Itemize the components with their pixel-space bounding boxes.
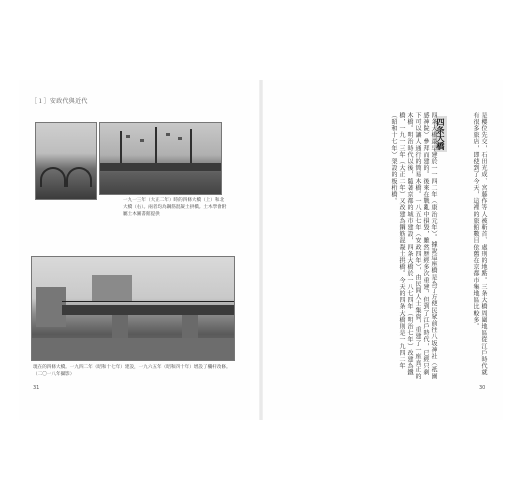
left-page <box>19 80 261 420</box>
photo-arch-bridge <box>35 122 97 200</box>
chapter-header: ［１］安政代與近代 <box>31 98 88 105</box>
right-page <box>261 80 503 420</box>
section-title: 四条大橋 <box>436 118 445 150</box>
page-number-right: 30 <box>479 385 486 391</box>
photo-modern-bridge <box>31 256 235 361</box>
book-spread <box>19 80 503 420</box>
caption-bottom-photo: 現在的四條大橋。一九四二年（昭和十七年）建設，一九六五年（昭和四十年）增設了欄杆改修。（二〇一八年攝影） <box>33 365 231 377</box>
caption-top-photos: 一九一三年（大正二年）時的四條大橋（上）和北大橋（右）。兩者均為鋼筋混凝土拱橋。土木學會附屬土木圖書館提供 <box>123 198 227 217</box>
photo-lamp-bridge <box>99 122 222 195</box>
page-number-left: 31 <box>33 385 40 391</box>
body-paragraph: 四条大橋最早建於一一四二年（康治元年）。據說這座橋是為了方便民眾前往八坂神社（祇園感神院）參拜而建的。後來在戰亂中損毀，雖然歷經多次重建，但到了江戶時代，已經只剩下可以讓人通行的簡易木橋。一八五七年（安政四年），由民間人士集資，重建了一座真正的木橋。明治時代以後，隨著京都的城市建設，四条大橋於一八七四年（明治七年）改建為鐵橋，一九一三年（大正二年）又改建為鋼筋混凝土拱橋。今天的四条大橋則是一九四二年（昭和十七年）架設的板桁橋。 <box>390 112 437 380</box>
intro-paragraph: 是櫻位先交，石田光成、宮藤作等人被斬首、處刑的地點。三条大橋周圍地區從江戶時代就有很多旅店，即使到了今天，這裡的旅館數目依舊在京都市集地區比較多。 <box>472 112 487 376</box>
